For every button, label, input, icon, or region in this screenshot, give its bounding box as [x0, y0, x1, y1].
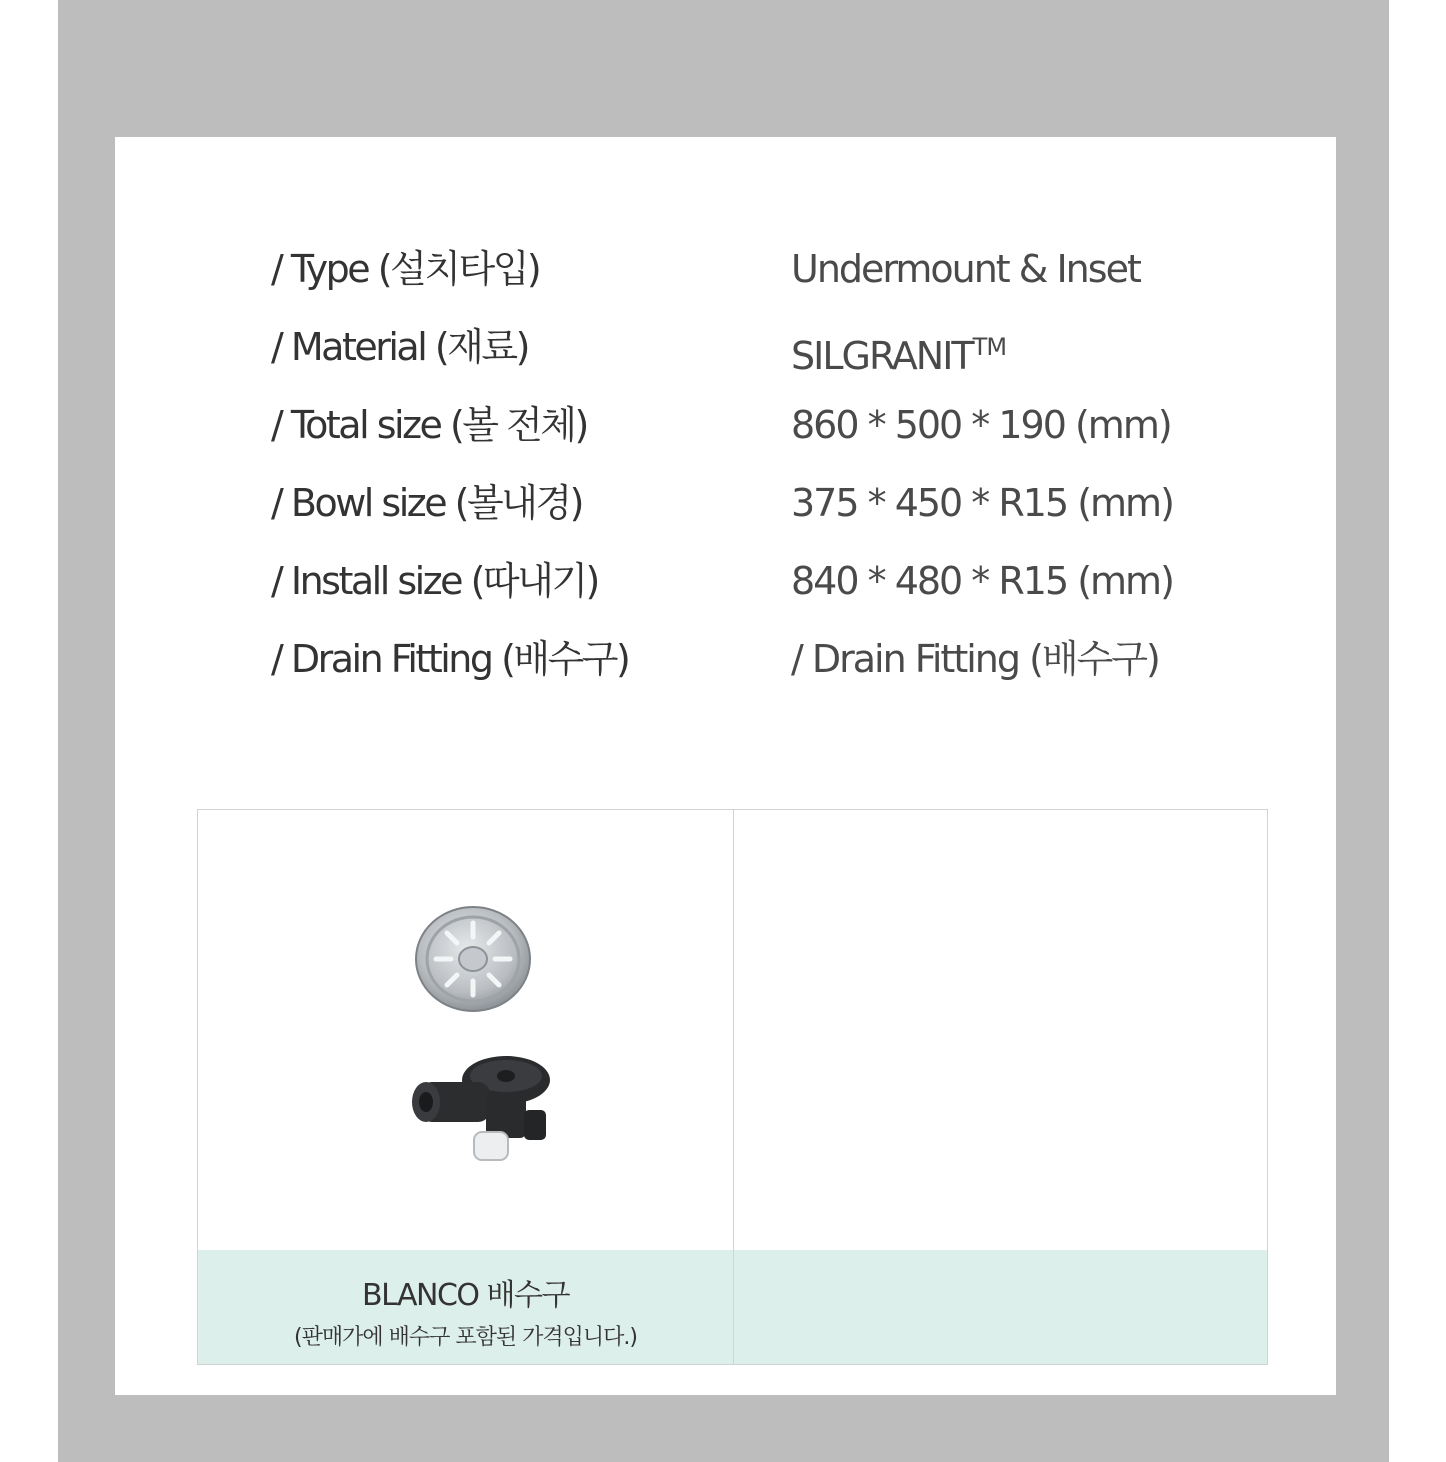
caption-band — [198, 1250, 733, 1364]
spec-label: / Type (설치타입) — [271, 247, 540, 291]
spec-label: / Install size (따내기) — [271, 559, 598, 603]
material-name: SILGRANIT — [791, 334, 973, 378]
drain-body-image — [406, 1052, 554, 1164]
trademark-sup: TM — [972, 333, 1007, 361]
spec-label: / Bowl size (볼내경) — [271, 481, 582, 525]
accessory-note: (판매가에 배수구 포함된 가격입니다.) — [294, 1325, 637, 1350]
spec-label: / Total size (볼 전체) — [271, 403, 587, 447]
spec-value: 840 * 480 * R15 (mm) — [791, 559, 1173, 603]
accessory-title: BLANCO 배수구 — [362, 1278, 569, 1313]
spec-value: / Drain Fitting (배수구) — [791, 637, 1159, 681]
accessory-cell-drain — [198, 810, 734, 1364]
spec-label: / Drain Fitting (배수구) — [271, 637, 629, 681]
spec-label: / Material (재료) — [271, 325, 528, 369]
spec-value: Undermount & Inset — [791, 247, 1140, 291]
drain-strainer-image — [414, 905, 532, 1013]
caption-band — [734, 1250, 1267, 1364]
spec-value: 860 * 500 * 190 (mm) — [791, 403, 1171, 447]
spec-value: 375 * 450 * R15 (mm) — [791, 481, 1173, 525]
accessory-cell-empty — [734, 810, 1267, 1364]
accessory-grid — [197, 809, 1268, 1365]
spec-value — [791, 317, 1006, 386]
